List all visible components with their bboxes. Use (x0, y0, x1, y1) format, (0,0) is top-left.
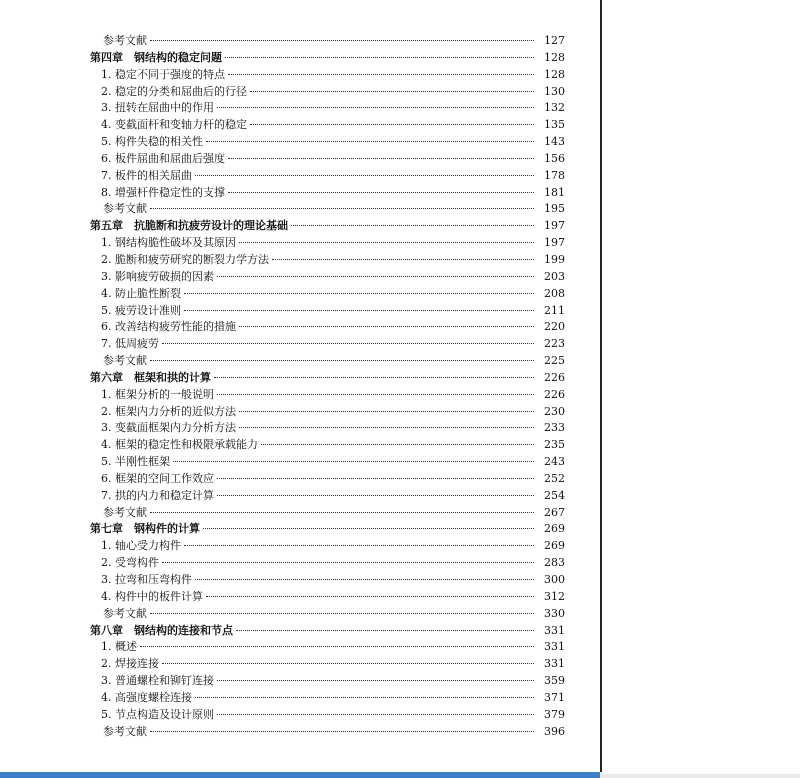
toc-page-number: 178 (544, 168, 565, 182)
toc-entry-title: 5. 疲劳设计准则 (101, 303, 181, 317)
toc-page-number: 312 (544, 589, 565, 603)
toc-entry-title: 2. 框架内力分析的近似方法 (101, 404, 236, 418)
dot-leader (195, 175, 534, 176)
toc-page-number: 223 (544, 337, 565, 351)
toc-page-number: 252 (544, 471, 565, 485)
toc-section-row (90, 589, 565, 606)
toc-page-number: 230 (544, 404, 565, 418)
dot-leader (239, 411, 534, 412)
toc-reference-row (90, 606, 565, 623)
toc-entry-title: 第七章 钢构件的计算 (90, 522, 200, 536)
toc-page-number: 203 (544, 269, 565, 283)
toc-entry-title: 第六章 框架和拱的计算 (90, 370, 211, 384)
toc-entry-title: 4. 高强度螺栓连接 (101, 690, 192, 704)
toc-entry-title: 第四章 钢结构的稳定问题 (90, 50, 222, 64)
dot-leader (206, 596, 534, 597)
toc-entry-title: 1. 钢结构脆性破坏及其原因 (101, 236, 236, 250)
toc-entry-title: 1. 概述 (101, 640, 137, 654)
dot-leader (228, 192, 534, 193)
toc-entry-title: 参考文献 (103, 505, 147, 519)
dot-leader (225, 57, 534, 58)
toc-section-row (90, 555, 565, 572)
toc-page-number: 195 (544, 202, 565, 216)
dot-leader (150, 731, 534, 732)
toc-reference-row (90, 724, 565, 741)
dot-leader (217, 495, 534, 496)
dot-leader (150, 40, 534, 41)
toc-entry-title: 1. 框架分析的一般说明 (101, 387, 214, 401)
dot-leader (184, 545, 534, 546)
toc-entry-title: 3. 影响疲劳破损的因素 (101, 269, 214, 283)
toc-reference-row (90, 33, 565, 50)
dot-leader (184, 293, 534, 294)
toc-section-row (90, 488, 565, 505)
toc-section-row (90, 707, 565, 724)
toc-entry-title: 2. 脆断和疲劳研究的断裂力学方法 (101, 252, 269, 266)
dot-leader (217, 714, 534, 715)
toc-entry-title: 4. 变截面杆和变轴力杆的稳定 (101, 118, 247, 132)
toc-entry-title: 3. 拉弯和压弯构件 (101, 573, 192, 586)
toc-page-number: 300 (544, 573, 565, 586)
toc-page-number: 225 (544, 354, 565, 368)
toc-chapter-row (90, 218, 565, 235)
toc-entry-title: 2. 受弯构件 (101, 556, 159, 570)
dot-leader (250, 91, 534, 92)
dot-leader (239, 242, 534, 243)
dot-leader (217, 680, 534, 681)
toc-entry-title: 4. 框架的稳定性和极限承载能力 (101, 438, 258, 452)
toc-page-number: 208 (544, 286, 565, 300)
dot-leader (236, 630, 534, 631)
toc-page-number: 130 (544, 84, 565, 98)
toc-section-row (90, 673, 565, 690)
toc-entry-title: 7. 板件的相关屈曲 (101, 168, 192, 182)
toc-section-row (90, 185, 565, 202)
toc-section-row (90, 656, 565, 673)
dot-leader (217, 107, 534, 108)
toc-section-row (90, 117, 565, 134)
dot-leader (214, 377, 534, 378)
toc-page-number: 143 (544, 135, 565, 149)
toc-section-row (90, 437, 565, 454)
toc-reference-row (90, 353, 565, 370)
dot-leader (203, 528, 534, 529)
toc-entry-title: 7. 拱的内力和稳定计算 (101, 488, 214, 502)
toc-page-number: 181 (544, 185, 565, 199)
dot-leader (162, 343, 534, 344)
toc-page-number: 197 (544, 236, 565, 250)
toc-section-row (90, 286, 565, 303)
toc-page-number: 226 (544, 387, 565, 401)
dot-leader (184, 310, 534, 311)
toc-page-number: 269 (544, 539, 565, 553)
toc-chapter-row (90, 370, 565, 387)
toc-section-row (90, 404, 565, 421)
toc-entry-title: 2. 稳定的分类和屈曲后的行径 (101, 84, 247, 98)
toc-section-row (90, 319, 565, 336)
toc-page-number: 211 (544, 303, 565, 317)
toc-entry-title: 6. 板件屈曲和屈曲后强度 (101, 151, 225, 165)
dot-leader (239, 326, 534, 327)
toc-page-number: 128 (544, 67, 565, 81)
dot-leader (272, 259, 534, 260)
toc-page-number: 331 (544, 623, 565, 637)
dot-leader (261, 444, 534, 445)
toc-entry-title: 参考文献 (103, 34, 147, 47)
dot-leader (173, 461, 534, 462)
dot-leader (239, 427, 534, 428)
toc-entry-title: 2. 焊接连接 (101, 657, 159, 671)
toc-chapter-row (90, 521, 565, 538)
toc-page-number: 254 (544, 488, 565, 502)
toc-entry-title: 4. 防止脆性断裂 (101, 286, 181, 300)
toc-section-row (90, 336, 565, 353)
toc-entry-title: 参考文献 (103, 354, 147, 368)
bottom-scroll-bar[interactable] (0, 772, 600, 778)
toc-section-row (90, 235, 565, 252)
toc-section-row (90, 100, 565, 117)
toc-page-number: 243 (544, 455, 565, 469)
toc-page-number: 156 (544, 151, 565, 165)
toc-section-row (90, 168, 565, 185)
toc-page-number: 330 (544, 606, 565, 620)
dot-leader (217, 478, 534, 479)
dot-leader (228, 74, 534, 75)
toc-entry-title: 参考文献 (103, 724, 147, 738)
bottom-strip (600, 774, 800, 778)
dot-leader (228, 158, 534, 159)
dot-leader (217, 276, 534, 277)
toc-page-number: 127 (544, 34, 565, 47)
toc-section-row (90, 420, 565, 437)
dot-leader (150, 512, 534, 513)
toc-page-number: 379 (544, 707, 565, 721)
toc-page-number: 235 (544, 438, 565, 452)
toc-entry-title: 5. 构件失稳的相关性 (101, 135, 203, 149)
toc-chapter-row (90, 50, 565, 67)
toc-section-row (90, 471, 565, 488)
toc-section-row (90, 387, 565, 404)
dot-leader (217, 394, 534, 395)
toc-page-number: 396 (544, 724, 565, 738)
table-of-contents (90, 33, 565, 740)
toc-section-row (90, 252, 565, 269)
toc-entry-title: 参考文献 (103, 606, 147, 620)
toc-entry-title: 5. 半刚性框架 (101, 455, 170, 469)
dot-leader (140, 646, 534, 647)
toc-section-row (90, 690, 565, 707)
toc-section-row (90, 269, 565, 286)
toc-entry-title: 3. 普通螺栓和铆钉连接 (101, 674, 214, 688)
toc-section-row (90, 151, 565, 168)
toc-page-number: 132 (544, 101, 565, 115)
toc-page-number: 197 (544, 219, 565, 233)
toc-page-number: 269 (544, 522, 565, 536)
toc-chapter-row (90, 623, 565, 640)
toc-entry-title: 参考文献 (103, 202, 147, 216)
toc-page-number: 267 (544, 505, 565, 519)
toc-entry-title: 第五章 抗脆断和抗疲劳设计的理论基础 (90, 219, 288, 233)
toc-section-row (90, 303, 565, 320)
dot-leader (195, 579, 534, 580)
toc-reference-row (90, 201, 565, 218)
toc-page-number: 128 (544, 50, 565, 64)
toc-section-row (90, 84, 565, 101)
dot-leader (150, 208, 534, 209)
toc-entry-title: 第八章 钢结构的连接和节点 (90, 623, 233, 637)
toc-entry-title: 8. 增强杆件稳定性的支撑 (101, 185, 225, 199)
dot-leader (150, 613, 534, 614)
toc-reference-row (90, 505, 565, 522)
toc-entry-title: 7. 低周疲劳 (101, 337, 159, 351)
dot-leader (206, 141, 534, 142)
toc-entry-title: 3. 变截面框架内力分析方法 (101, 421, 236, 435)
toc-entry-title: 3. 扭转在屈曲中的作用 (101, 101, 214, 115)
toc-page-number: 371 (544, 690, 565, 704)
toc-entry-title: 5. 节点构造及设计原则 (101, 707, 214, 721)
toc-entry-title: 6. 框架的空间工作效应 (101, 471, 214, 485)
dot-leader (162, 663, 534, 664)
dot-leader (195, 697, 534, 698)
toc-page-number: 233 (544, 421, 565, 435)
toc-page-number: 359 (544, 674, 565, 688)
toc-page-number: 226 (544, 370, 565, 384)
toc-page-number: 135 (544, 118, 565, 132)
toc-section-row (90, 572, 565, 589)
toc-page-number: 199 (544, 252, 565, 266)
toc-entry-title: 4. 构件中的板件计算 (101, 589, 203, 603)
dot-leader (250, 124, 534, 125)
toc-section-row (90, 538, 565, 555)
toc-page-number: 220 (544, 320, 565, 334)
dot-leader (150, 360, 534, 361)
toc-page-number: 283 (544, 556, 565, 570)
toc-page-number: 331 (544, 657, 565, 671)
toc-section-row (90, 134, 565, 151)
toc-entry-title: 1. 稳定不同于强度的特点 (101, 67, 225, 81)
toc-page-number: 331 (544, 640, 565, 654)
toc-section-row (90, 67, 565, 84)
toc-section-row (90, 639, 565, 656)
toc-entry-title: 1. 轴心受力构件 (101, 539, 181, 553)
toc-section-row (90, 454, 565, 471)
toc-entry-title: 6. 改善结构疲劳性能的措施 (101, 320, 236, 334)
dot-leader (162, 562, 534, 563)
dot-leader (291, 225, 534, 226)
